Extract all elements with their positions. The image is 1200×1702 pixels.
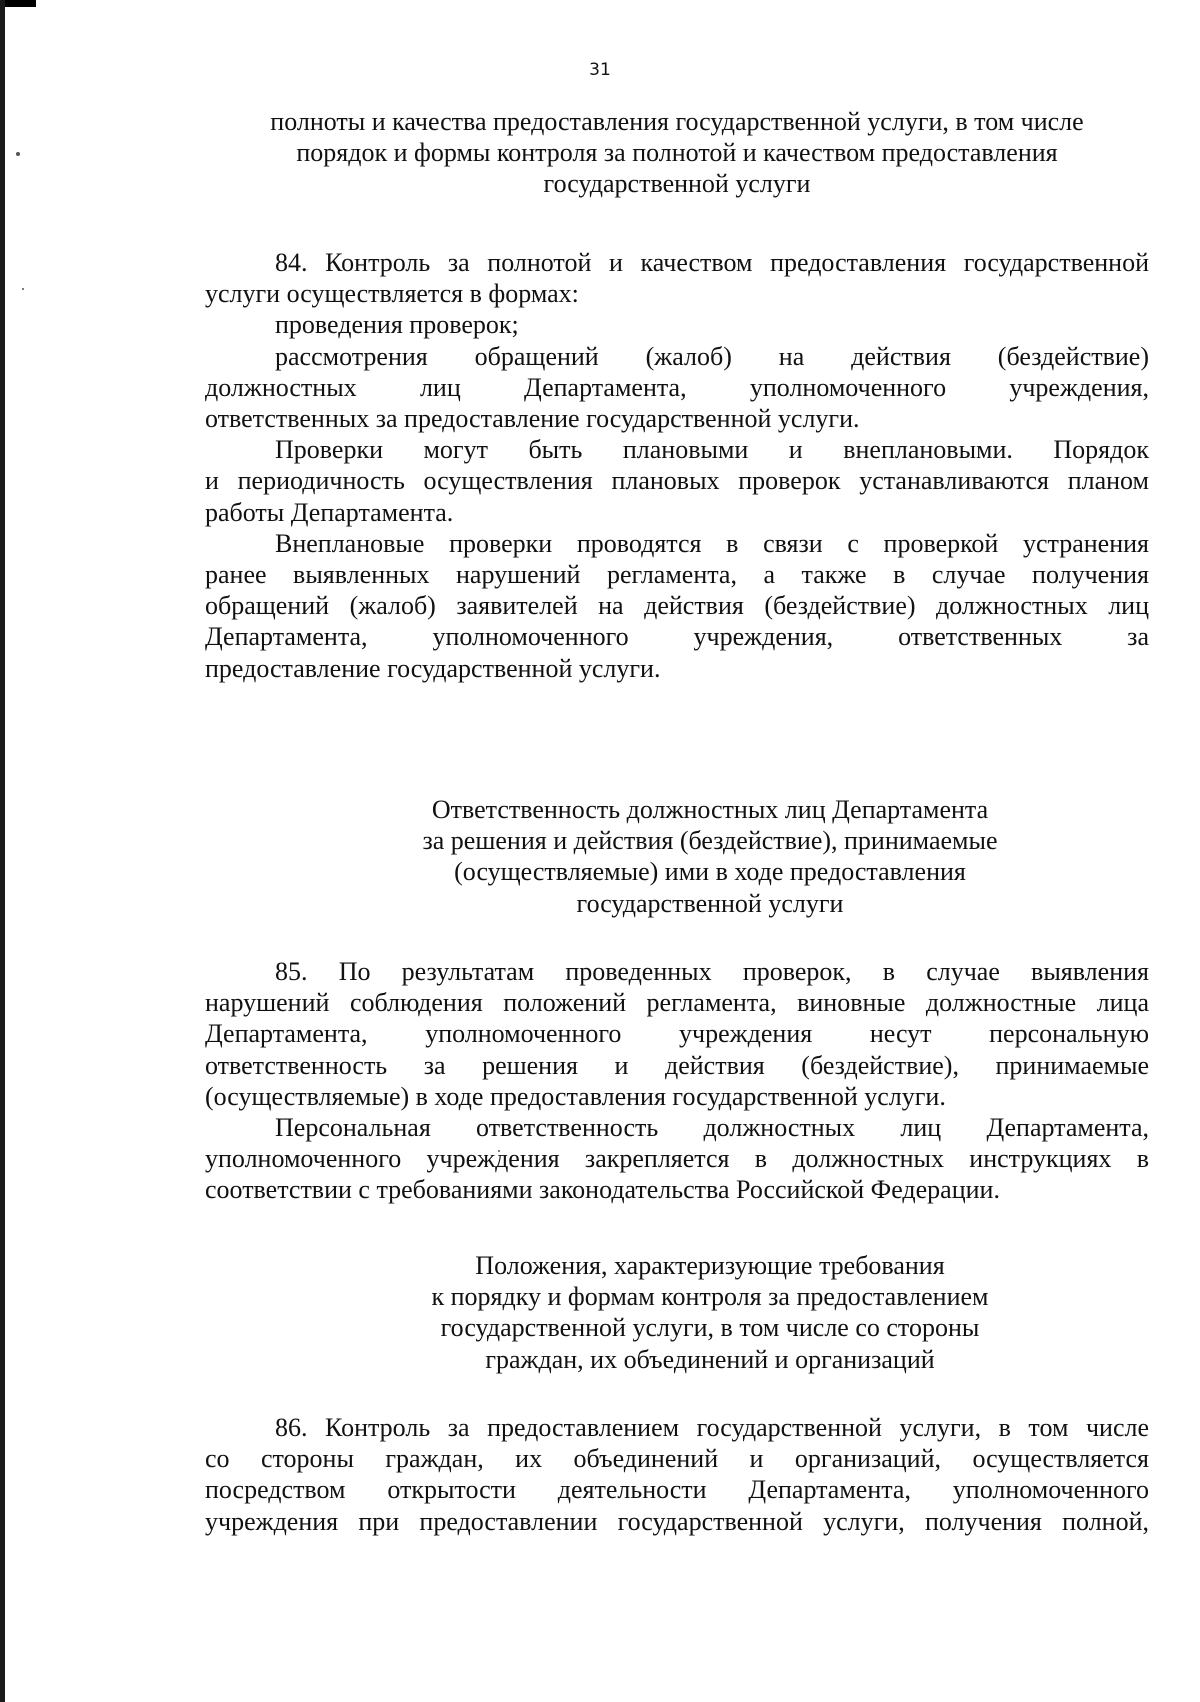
heading-line: Положения, характеризующие требования [475,1251,945,1280]
heading-line: к порядку и формам контроля за предоставлением [431,1282,989,1312]
heading-line: государственной услуги, в том числе со стороны [440,1313,980,1343]
section-heading-control-requirements [260,1250,1160,1375]
text-line: ранее выявленных нарушений регламента, а также в случае получения [205,560,1149,590]
text-line: 85. По результатам проведенных проверок, в случае выявления [275,957,1149,986]
text-line: проведения проверок; [275,310,519,340]
text-line: работы Департамента. [205,497,454,527]
text-line: со стороны граждан, их объединений и организаций, осуществляется [205,1444,1149,1474]
text-line: 86. Контроль за предоставлением государственной услуги, в том числе [275,1413,1149,1442]
text-line: посредством открытости деятельности Департамента, уполномоченного [205,1475,1149,1505]
text-line: Департамента, уполномоченного учреждения, ответственных за [205,622,1149,652]
text-line: 84. Контроль за полнотой и качеством предоставления государственной [275,248,1149,277]
heading-line: (осуществляемые) ими в ходе предоставления [454,857,966,887]
heading-line: граждан, их объединений и организаций [485,1344,935,1374]
text-line: Департамента, уполномоченного учреждения несут персональную [205,1019,1149,1049]
heading-line: государственной услуги [576,888,844,918]
text-line: ответственных за предоставление государственной услуги. [205,404,860,434]
text-line: обращений (жалоб) заявителей на действия (бездействие) должностных лиц [205,591,1149,621]
text-line: должностных лиц Департамента, уполномоченного учреждения, [205,372,1149,402]
text-line: соответствии с требованиями законодательства Российской Федерации. [205,1175,1000,1205]
text-line: рассмотрения обращений (жалоб) на действия (бездействие) [275,341,1149,371]
text-line: Проверки могут быть плановыми и внеплановыми. Порядок [275,435,1149,465]
text-line: и периодичность осуществления плановых проверок устанавливаются планом [205,466,1149,496]
section-heading-responsibility [260,794,1160,919]
text-line: предоставление государственной услуги. [205,653,661,683]
heading-line: за решения и действия (бездействие), принимаемые [422,826,998,856]
paragraph-85 [205,956,1149,1206]
text-line: ответственность за решения и действия (бездействие), принимаемые [205,1050,1149,1080]
text-line: учреждения при предоставлении государственной услуги, получения полной, [205,1506,1149,1536]
scan-artifact-edge [0,0,5,1702]
section-heading-continued [205,106,1149,200]
text-line: Персональная ответственность должностных лиц Департамента, [275,1113,1149,1143]
scan-speck [22,288,24,290]
paragraph-84 [205,247,1149,684]
heading-line: порядок и формы контроля за полнотой и качеством предоставления [296,138,1058,168]
text-line: уполномоченного учреждения закрепляется в должностных инструкциях в [205,1144,1149,1174]
text-line: (осуществляемые) в ходе предоставления государственной услуги. [205,1081,946,1111]
heading-line: Ответственность должностных лиц Департамента [431,795,989,824]
paragraph-86 [205,1412,1149,1537]
heading-line: государственной услуги [543,169,811,199]
heading-line: полноты и качества предоставления государственной услуги, в том числе [270,107,1084,136]
text-line: Внеплановые проверки проводятся в связи с проверкой устранения [275,528,1149,558]
text-line: нарушений соблюдения положений регламента, виновные должностные лица [205,988,1149,1018]
scan-artifact-corner [0,0,36,7]
text-line: услуги осуществляется в формах: [205,279,579,309]
scan-speck [16,152,20,156]
page-number: 31 [589,60,611,80]
